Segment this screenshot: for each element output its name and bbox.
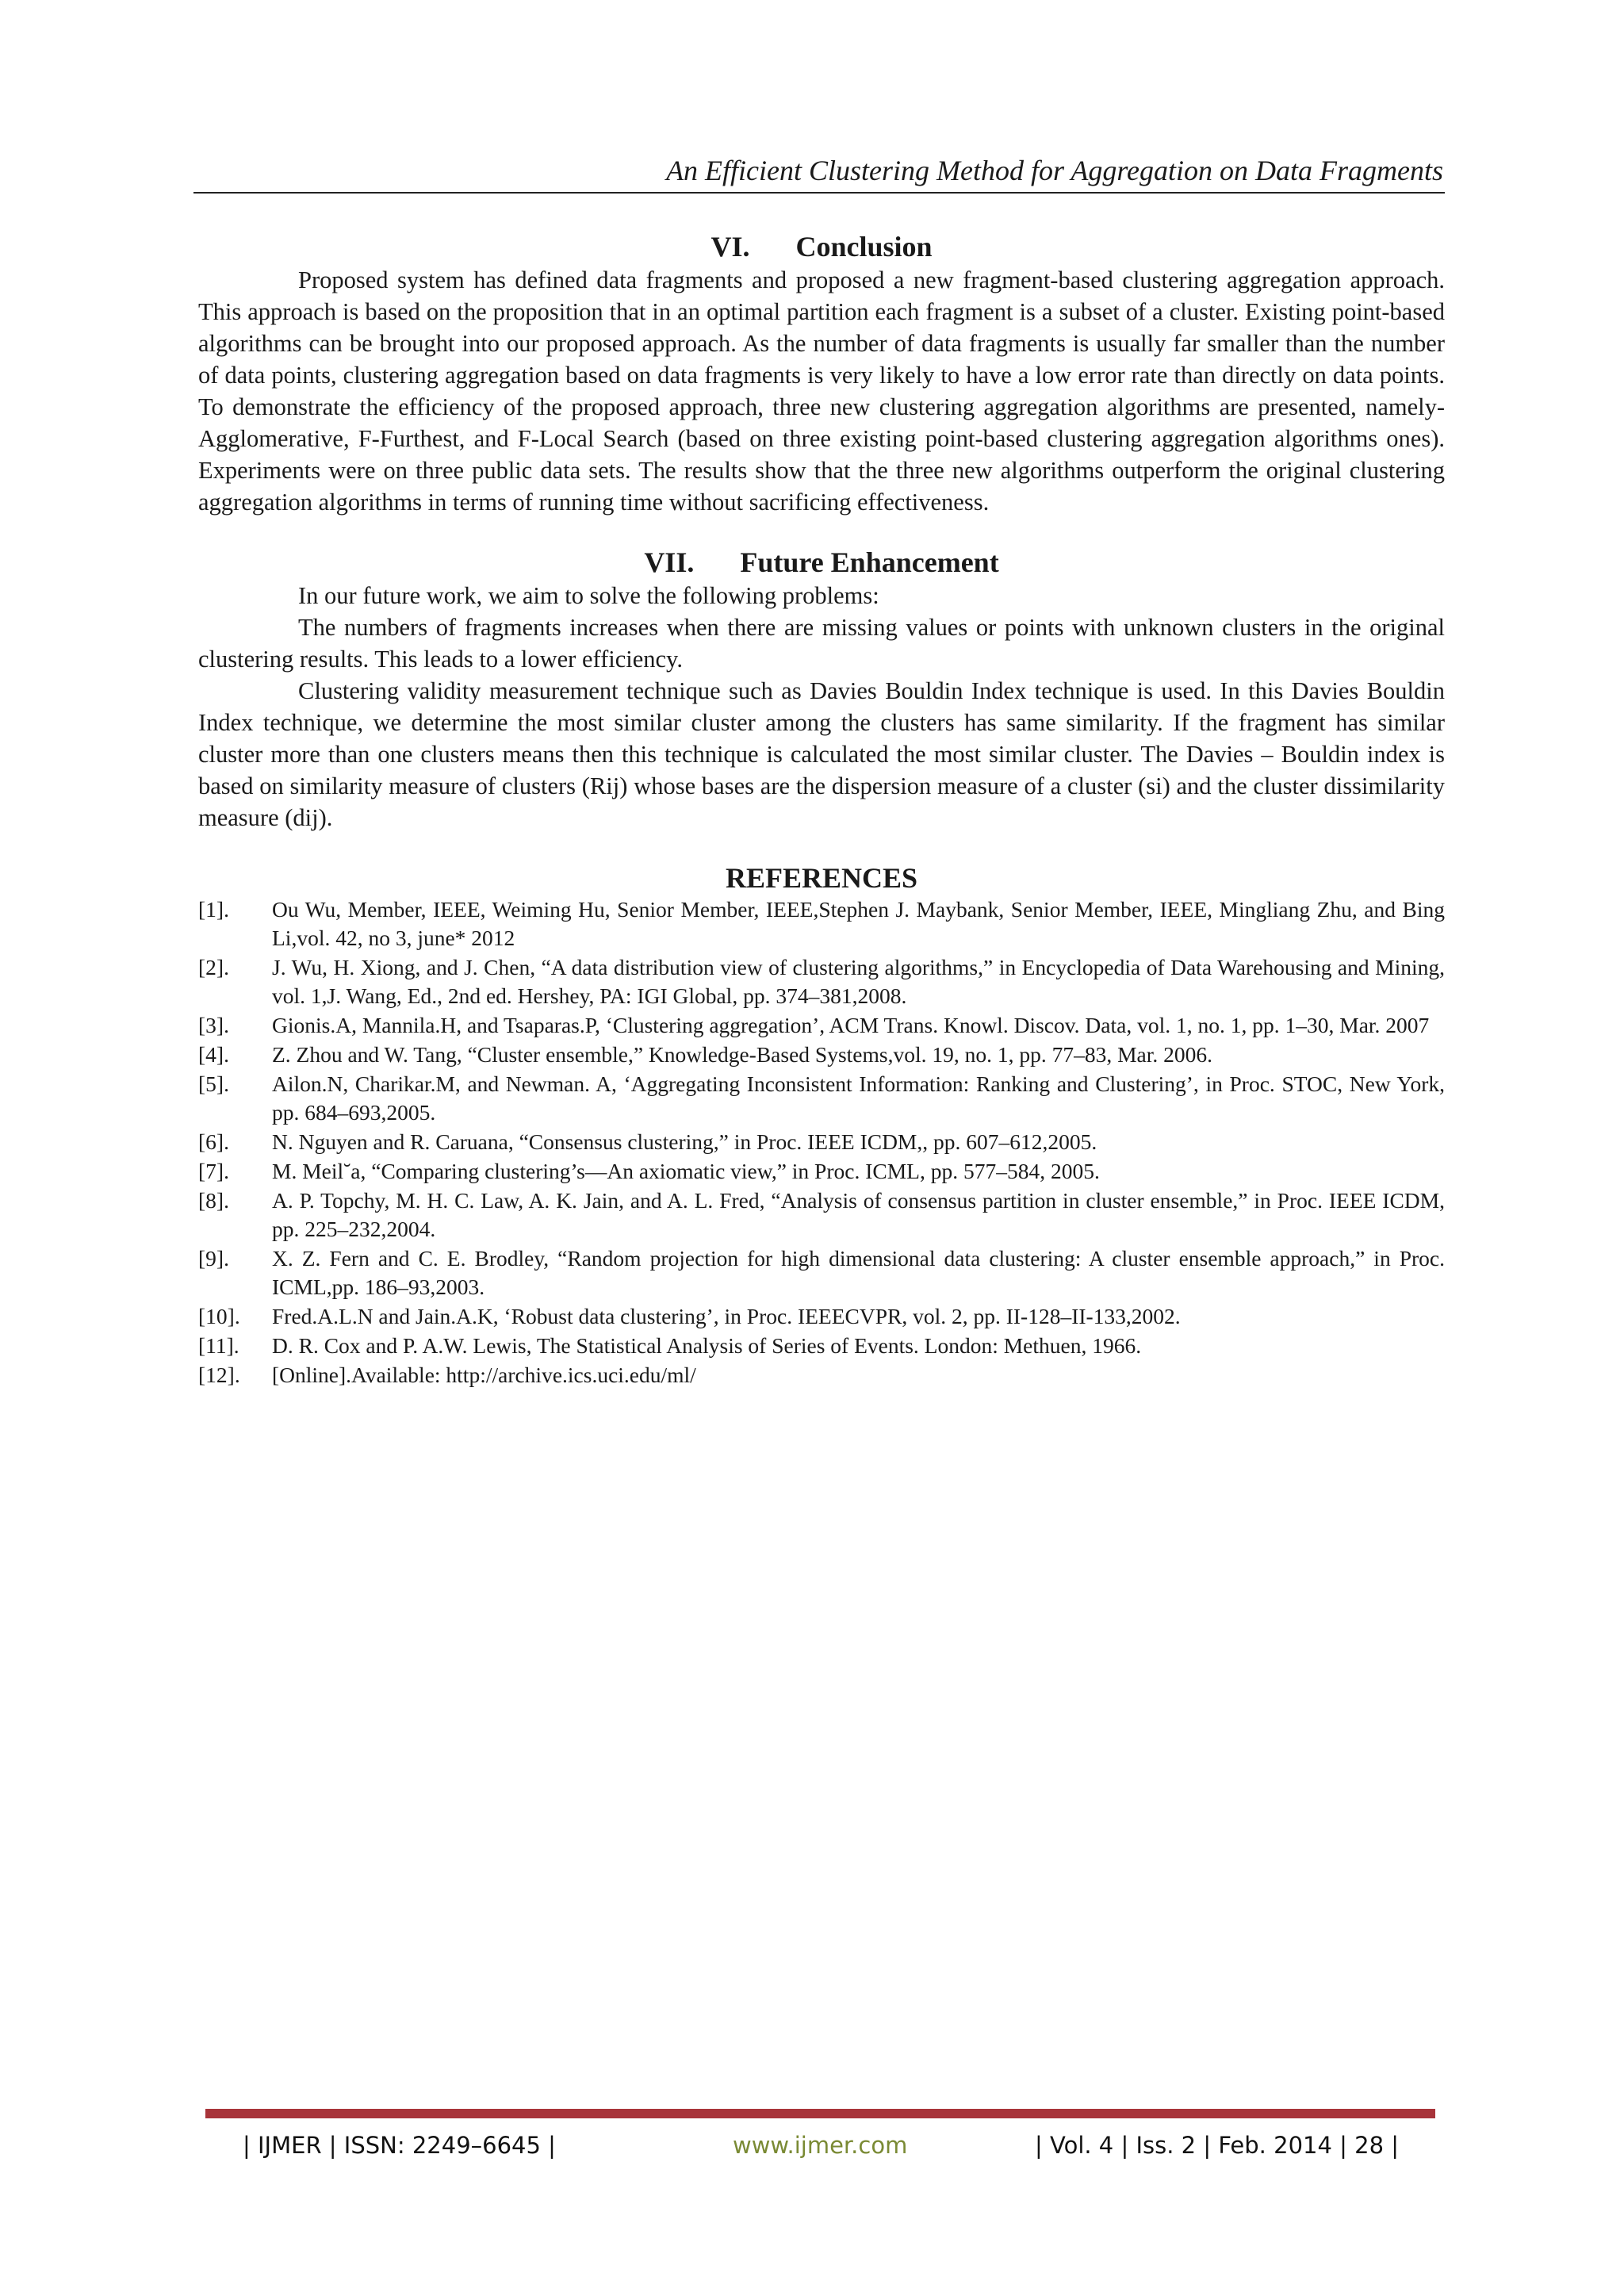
reference-number: [3].	[198, 1013, 229, 1037]
footer-volume-issue-page: | Vol. 4 | Iss. 2 | Feb. 2014 | 28 |	[1035, 2132, 1400, 2159]
reference-number: [5].	[198, 1071, 229, 1096]
reference-text: N. Nguyen and R. Caruana, “Consensus clustering,” in Proc. IEEE ICDM,, pp. 607–612,2005.	[272, 1129, 1097, 1154]
page-footer	[0, 2128, 1624, 2163]
reference-number: [2].	[198, 955, 229, 979]
section-title: Future Enhancement	[740, 546, 999, 578]
conclusion-paragraph: Proposed system has defined data fragments and proposed a new fragment-based clustering aggregation approach. This approach is based on the proposition that in an optimal partition each fragment is a subset of a cluster. Existing point-based algorithms can be brought into our proposed approach. As the number of data fragments is usually far smaller than the number of data points, clustering aggregation based on data fragments is very likely to have a low error rate than directly on data points. To demonstrate the efficiency of the proposed approach, three new clustering aggregation algorithms are presented, namely-Agglomerative, F-Furthest, and F-Local Search (based on three existing point-based clustering aggregation algorithms ones). Experiments were on three public data sets. The results show that the three new algorithms outperform the original clustering aggregation algorithms in terms of running time without sacrificing effectiveness.	[198, 266, 1445, 516]
section-heading-future-enhancement	[198, 545, 1445, 580]
reference-item	[198, 1186, 1445, 1244]
reference-text: Ou Wu, Member, IEEE, Weiming Hu, Senior Member, IEEE,Stephen J. Maybank, Senior Member, IEEE, Mingliang Zhu, and Bing Li,vol. 42, no 3, june* 2012	[272, 897, 1445, 950]
reference-text: D. R. Cox and P. A.W. Lewis, The Statistical Analysis of Series of Events. London: Methuen, 1966.	[272, 1333, 1142, 1358]
reference-item	[198, 1332, 1445, 1360]
reference-item	[198, 1070, 1445, 1127]
section-number: VI.	[710, 231, 750, 263]
reference-item	[198, 895, 1445, 953]
reference-text: A. P. Topchy, M. H. C. Law, A. K. Jain, and A. L. Fred, “Analysis of consensus partition in cluster ensemble,” in Proc. IEEE ICDM, pp. 225–232,2004.	[272, 1188, 1445, 1241]
page-content	[198, 229, 1445, 1390]
references-list	[198, 895, 1445, 1389]
future-paragraph: The numbers of fragments increases when there are missing values or points with unknown clusters in the original clustering results. This leads to a lower efficiency.	[198, 614, 1445, 673]
section-heading-conclusion	[198, 229, 1445, 264]
footer-website-link[interactable]: www.ijmer.com	[733, 2132, 908, 2159]
references-heading: REFERENCES	[725, 862, 918, 894]
footer-bar	[205, 2109, 1435, 2118]
future-paragraph: In our future work, we aim to solve the following problems:	[298, 582, 879, 609]
reference-text: [Online].Available: http://archive.ics.uci.edu/ml/	[272, 1363, 696, 1387]
reference-item	[198, 1041, 1445, 1069]
reference-number: [6].	[198, 1129, 229, 1154]
reference-text: Gionis.A, Mannila.H, and Tsaparas.P, ‘Clustering aggregation’, ACM Trans. Knowl. Discov. Data, vol. 1, no. 1, pp. 1–30, Mar. 2007	[272, 1013, 1430, 1037]
reference-number: [4].	[198, 1042, 229, 1067]
reference-number: [11].	[198, 1333, 239, 1358]
reference-number: [12].	[198, 1363, 240, 1387]
reference-text: X. Z. Fern and C. E. Brodley, “Random projection for high dimensional data clustering: A cluster ensemble approach,” in Proc. ICML,pp. 186–93,2003.	[272, 1246, 1445, 1299]
reference-item	[198, 1128, 1445, 1156]
reference-text: J. Wu, H. Xiong, and J. Chen, “A data distribution view of clustering algorithms,” in Encyclopedia of Data Warehousing and Mining, vol. 1,J. Wang, Ed., 2nd ed. Hershey, PA: IGI Global, pp. 374–381,2008.	[272, 955, 1445, 1008]
running-header: An Efficient Clustering Method for Aggregation on Data Fragments	[666, 155, 1443, 186]
reference-text: Z. Zhou and W. Tang, “Cluster ensemble,” Knowledge-Based Systems,vol. 19, no. 1, pp. 77–83, Mar. 2006.	[272, 1042, 1213, 1067]
reference-number: [1].	[198, 897, 229, 922]
section-number: VII.	[644, 546, 695, 578]
section-title: Conclusion	[795, 231, 933, 263]
reference-item	[198, 1157, 1445, 1186]
reference-item	[198, 1361, 1445, 1389]
reference-item	[198, 953, 1445, 1010]
reference-item	[198, 1244, 1445, 1301]
reference-text: M. Meil˘a, “Comparing clustering’s—An axiomatic view,” in Proc. ICML, pp. 577–584, 2005.	[272, 1159, 1100, 1183]
header-rule	[193, 192, 1445, 194]
reference-number: [7].	[198, 1159, 229, 1183]
footer-journal-issn: | IJMER | ISSN: 2249–6645 |	[243, 2132, 556, 2159]
reference-number: [9].	[198, 1246, 229, 1271]
reference-text: Ailon.N, Charikar.M, and Newman. A, ‘Aggregating Inconsistent Information: Ranking and Clustering’, in Proc. STOC, New York, pp. 684–693,2005.	[272, 1071, 1445, 1125]
reference-text: Fred.A.L.N and Jain.A.K, ‘Robust data clustering’, in Proc. IEEECVPR, vol. 2, pp. II-128–II-133,2002.	[272, 1304, 1181, 1328]
reference-item	[198, 1302, 1445, 1331]
reference-number: [10].	[198, 1304, 240, 1328]
future-paragraph: Clustering validity measurement technique such as Davies Bouldin Index technique is used. In this Davies Bouldin Index technique, we determine the most similar cluster among the clusters has same similarity. If the fragment has similar cluster more than one clusters means then this technique is calculated the most similar cluster. The Davies – Bouldin index is based on similarity measure of clusters (Rij) whose bases are the dispersion measure of a cluster (si) and the cluster dissimilarity measure (dij).	[198, 677, 1445, 831]
reference-item	[198, 1011, 1445, 1040]
reference-number: [8].	[198, 1188, 229, 1213]
